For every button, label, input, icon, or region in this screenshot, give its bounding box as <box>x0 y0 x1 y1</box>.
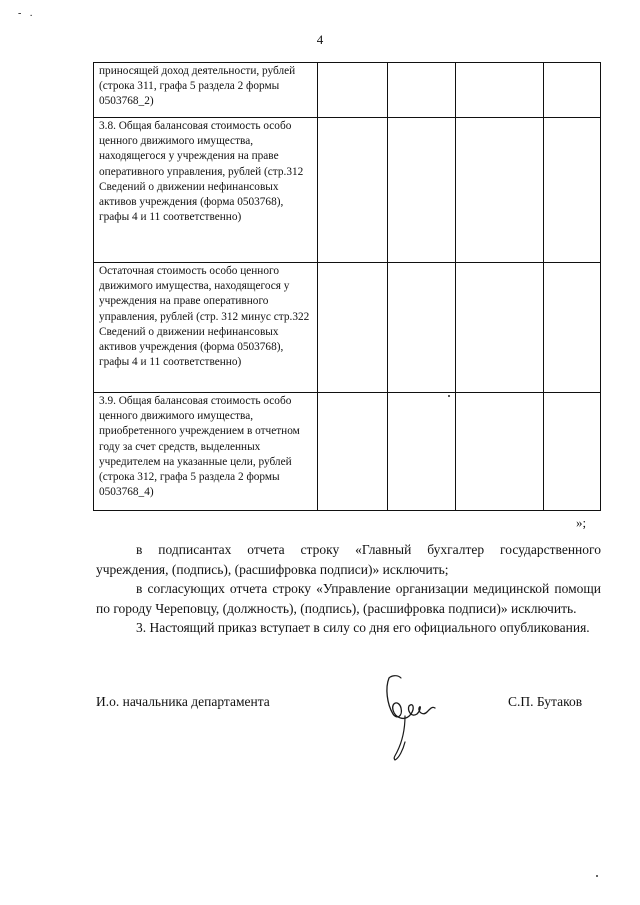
table-cell <box>456 393 544 511</box>
scan-dot <box>448 395 450 397</box>
closing-quote: »; <box>576 515 587 530</box>
row-label: Остаточная стоимость особо ценного движимого имущества, находящегося у учреждения на праве оперативного управления, рублей (стр. 312 минус стр.322 Сведений о движении нефинансовых активов учреждения (форма 0503768), графы 4 и 11 соответственно) <box>94 263 318 393</box>
table-cell <box>318 393 388 511</box>
table-cell <box>318 263 388 393</box>
row-label: приносящей доход деятельности, рублей (строка 311, графа 5 раздела 2 формы 0503768_2) <box>94 63 318 118</box>
page-number: 4 <box>316 32 324 47</box>
row-label: 3.8. Общая балансовая стоимость особо ценного движимого имущества, находящегося у учреждения на праве оперативного управления, рублей (стр.312 Сведений о движении нефинансовых активов учреждения (форма 0503768), графы 4 и 11 соответственно) <box>94 118 318 263</box>
paragraph: в подписантах отчета строку «Главный бухгалтер государственного учреждения, (подпись), (расшифровка подписи)» исключить; <box>96 542 601 577</box>
order-text <box>96 540 601 638</box>
table-cell <box>544 118 601 263</box>
report-table <box>93 62 601 511</box>
handwritten-signature <box>375 668 445 763</box>
table-row <box>94 63 601 118</box>
corner-mark: - . <box>18 8 36 19</box>
table-cell <box>544 393 601 511</box>
paragraph: в согласующих отчета строку «Управление организации медицинской помощи по городу Череповцу, (должность), (подпись), (расшифровка подписи)» исключить. <box>96 581 601 616</box>
table-cell <box>544 263 601 393</box>
table-row <box>94 393 601 511</box>
table-cell <box>456 118 544 263</box>
signatory-title: И.о. начальника департамента <box>96 694 270 709</box>
table-cell <box>388 118 456 263</box>
row-label: 3.9. Общая балансовая стоимость особо ценного движимого имущества, приобретенного учреждением в отчетном году за счет средств, выделенных учредителем на указанные цели, рублей (строка 312, графа 5 раздела 2 формы 0503768_4) <box>94 393 318 511</box>
paragraph: 3. Настоящий приказ вступает в силу со дня его официального опубликования. <box>136 620 590 636</box>
table-cell <box>318 118 388 263</box>
table-cell <box>388 393 456 511</box>
table-cell <box>388 263 456 393</box>
signatory-name: С.П. Бутаков <box>508 694 583 709</box>
table-row <box>94 263 601 393</box>
table-row <box>94 118 601 263</box>
table-cell <box>388 63 456 118</box>
table-cell <box>456 263 544 393</box>
table-cell <box>318 63 388 118</box>
table-cell <box>544 63 601 118</box>
scan-dot <box>596 875 598 877</box>
table-cell <box>456 63 544 118</box>
